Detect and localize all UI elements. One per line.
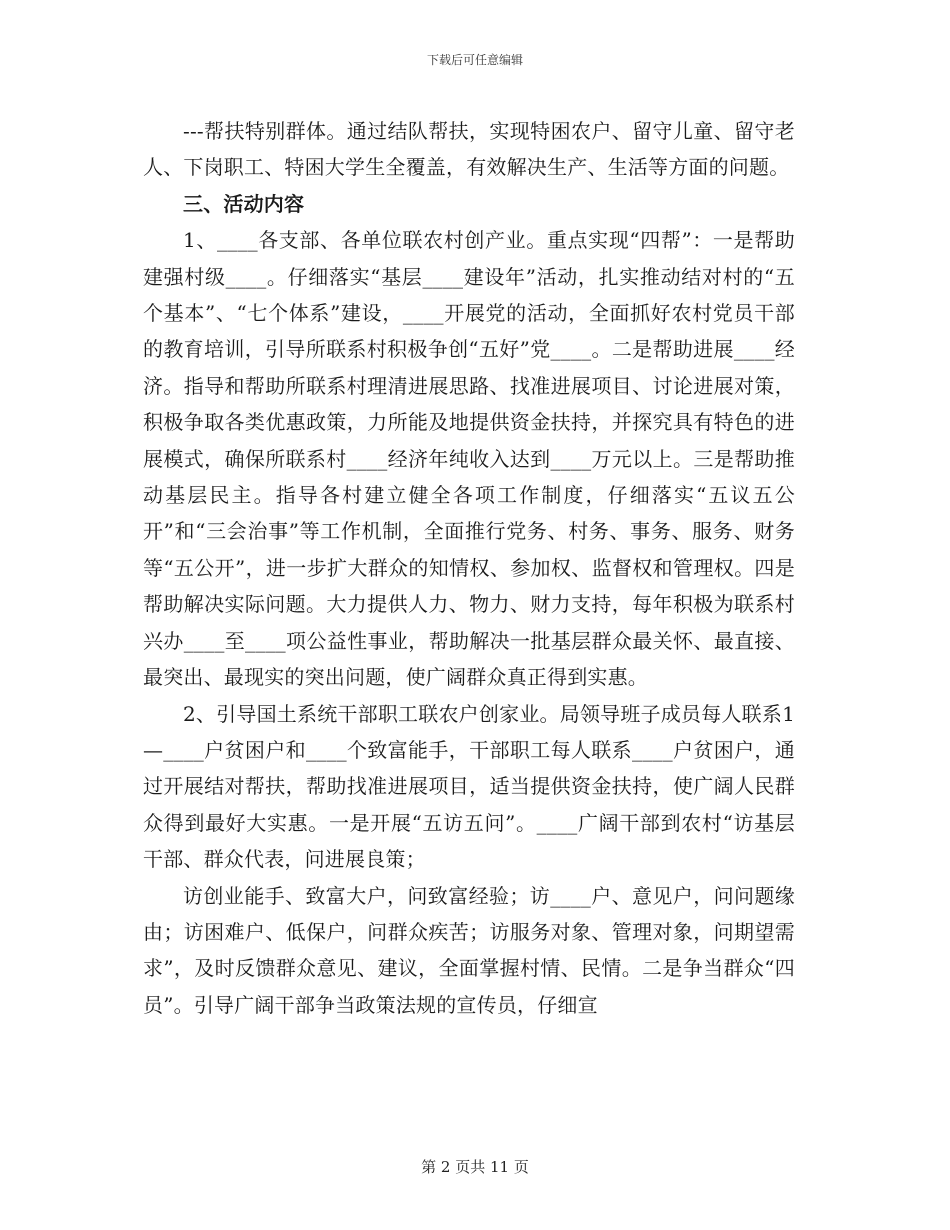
paragraph-item-1: 1、____各支部、各单位联农村创产业。重点实现“四帮”：一是帮助建强村级____。仔细落实“基层____建设年”活动，扎实推动结对村的“五个基本”、“七个体系”建设，____开展党的活动，全面抓好农村党员干部的教育培训，引导所联系村积极争创“五好”党____。二是帮助进展____经济。指导和帮助所联系村理清进展思路、找准进展项目、讨论进展对策，积极争取各类优惠政策，力所能及地提供资金扶持，并探究具有特色的进展模式，确保所联系村____经济年纯收入达到____万元以上。三是帮助推动基层民主。指导各村建立健全各项工作制度，仔细落实“五议五公开”和“三会治事”等工作机制，全面推行党务、村务、事务、服务、财务等“五公开”，进一步扩大群众的知情权、参加权、监督权和管理权。四是帮助解决实际问题。大力提供人力、物力、财力支持，每年积极为联系村兴办____至____项公益性事业，帮助解决一批基层群众最关怀、最直接、最突出、最现实的突出问题，使广阔群众真正得到实惠。 — [143, 228, 795, 690]
document-body — [143, 113, 795, 1023]
section-heading-activity-content: 三、活动内容 — [183, 191, 305, 216]
paragraph-special-groups: ---帮扶特别群体。通过结队帮扶，实现特困农户、留守儿童、留守老人、下岗职工、特困大学生全覆盖，有效解决生产、生活等方面的问题。 — [143, 119, 795, 180]
page-header: 下载后可任意编辑 — [426, 53, 523, 67]
page-footer: 第 2 页共 11 页 — [421, 1158, 529, 1176]
paragraph-item-2: 2、引导国土系统干部职工联农户创家业。局领导班子成员每人联系1—____户贫困户和____个致富能手，干部职工每人联系____户贫困户，通过开展结对帮扶，帮助找准进展项目，适当提供资金扶持，使广阔人民群众得到最好大实惠。一是开展“五访五问”。____广阔干部到农村“访基层干部、群众代表，问进展良策； — [143, 701, 795, 872]
paragraph-visits: 访创业能手、致富大户，问致富经验；访____户、意见户，问问题缘由；访困难户、低保户，问群众疾苦；访服务对象、管理对象，问期望需求”，及时反馈群众意见、建议，全面掌握村情、民情。二是争当群众“四员”。引导广阔干部争当政策法规的宣传员，仔细宣 — [143, 883, 795, 1017]
